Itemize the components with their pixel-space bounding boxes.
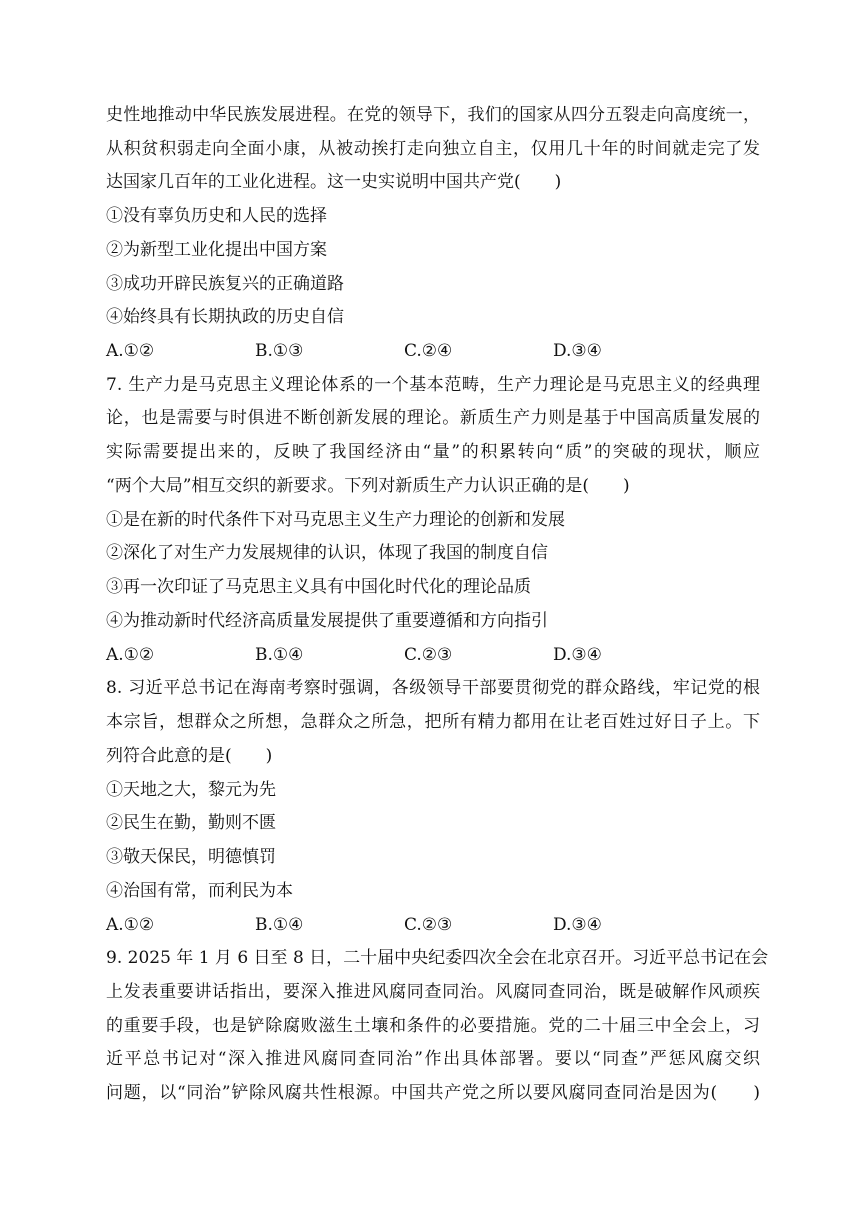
option-a[interactable]: A.①② [106,915,155,935]
option-b[interactable]: B.①④ [255,915,304,935]
q7-stem-line: “两个大局”相互交织的新要求。下列对新质生产力认识正确的是( ) [106,476,630,496]
option-c[interactable]: C.②③ [404,915,453,935]
q8-stem-line: 8. 习近平总书记在海南考察时强调，各级领导干部要贯彻党的群众路线，牢记党的根 [106,678,760,698]
q7-stem-line: 实际需要提出来的，反映了我国经济由“量”的积累转向“质”的突破的现状，顺应 [106,442,760,462]
q6-statement-3: ③成功开辟民族复兴的正确道路 [106,274,344,294]
q6-stem-line: 达国家几百年的工业化进程。这一史实说明中国共产党( ) [106,172,562,192]
q7-statement-1: ①是在新的时代条件下对马克思主义生产力理论的创新和发展 [106,510,565,530]
q7-statement-3: ③再一次印证了马克思主义具有中国化时代化的理论品质 [106,577,531,597]
q8-statement-1: ①天地之大，黎元为先 [106,780,276,800]
option-d[interactable]: D.③④ [553,645,602,665]
q8-statement-4: ④治国有常，而利民为本 [106,881,293,901]
q7-stem-line: 7. 生产力是马克思主义理论体系的一个基本范畴，生产力理论是马克思主义的经典理 [106,375,760,395]
option-c[interactable]: C.②③ [404,645,453,665]
q8-stem-line: 本宗旨，想群众之所想，急群众之所急，把所有精力都用在让老百姓过好日子上。下 [106,712,760,732]
q9-stem-line: 的重要手段，也是铲除腐败滋生土壤和条件的必要措施。党的二十届三中全会上，习 [106,1016,760,1036]
q6-statement-4: ④始终具有长期执政的历史自信 [106,307,344,327]
option-d[interactable]: D.③④ [553,915,602,935]
q8-stem-line: 列符合此意的是( ) [106,746,273,766]
q6-statement-2: ②为新型工业化提出中国方案 [106,240,327,260]
q6-stem-line: 从积贫积弱走向全面小康，从被动挨打走向独立自主，仅用几十年的时间就走完了发 [106,139,760,159]
q6-stem-line: 史性地推动中华民族发展进程。在党的领导下，我们的国家从四分五裂走向高度统一， [106,105,760,125]
q9-stem-line: 9. 2025 年 1 月 6 日至 8 日，二十届中央纪委四次全会在北京召开。习近平总书记在会 [106,948,769,968]
q8-statement-3: ③敬天保民，明德慎罚 [106,847,276,867]
q7-stem-line: 论，也是需要与时俱进不断创新发展的理论。新质生产力则是基于中国高质量发展的 [106,408,760,428]
option-d[interactable]: D.③④ [553,341,602,361]
option-b[interactable]: B.①③ [255,341,304,361]
q9-stem-line: 近平总书记对“深入推进风腐同查同治”作出具体部署。要以“同查”严惩风腐交织 [106,1049,760,1069]
option-b[interactable]: B.①④ [255,645,304,665]
option-c[interactable]: C.②④ [404,341,453,361]
q6-statement-1: ①没有辜负历史和人民的选择 [106,206,327,226]
q7-statement-2: ②深化了对生产力发展规律的认识，体现了我国的制度自信 [106,543,548,563]
q7-statement-4: ④为推动新时代经济高质量发展提供了重要遵循和方向指引 [106,611,548,631]
q8-statement-2: ②民生在勤，勤则不匮 [106,813,276,833]
option-a[interactable]: A.①② [106,645,155,665]
option-a[interactable]: A.①② [106,341,155,361]
q9-stem-line: 上发表重要讲话指出，要深入推进风腐同查同治。风腐同查同治，既是破解作风顽疾 [106,982,760,1002]
q9-stem-line: 问题，以“同治”铲除风腐共性根源。中国共产党之所以要风腐同查同治是因为( ) [106,1083,760,1103]
